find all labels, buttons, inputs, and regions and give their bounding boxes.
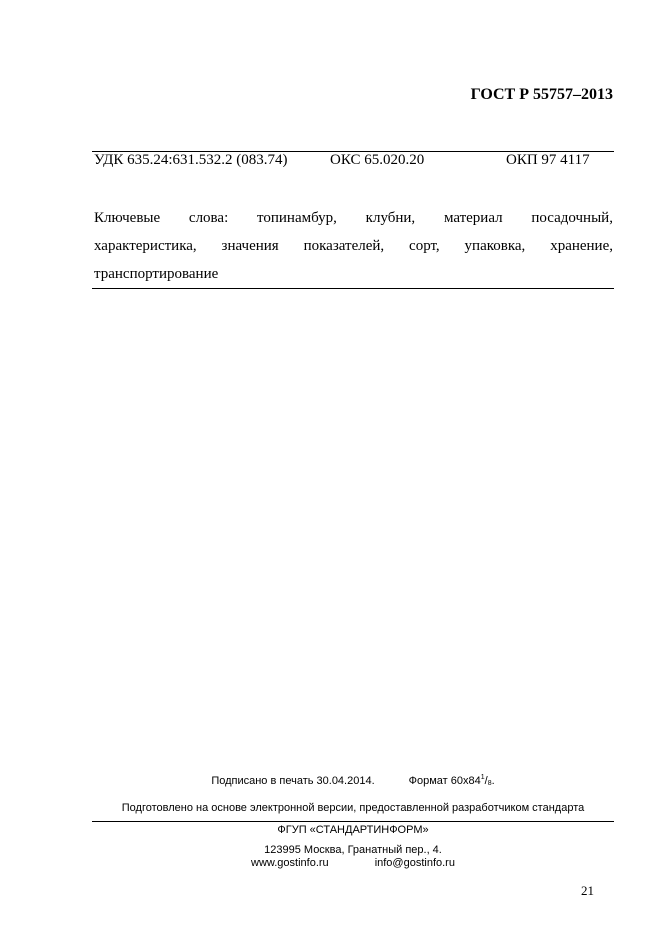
publisher-contacts (92, 857, 614, 869)
keyword-word: показателей, (303, 238, 385, 254)
keyword-word: Ключевые (94, 210, 161, 226)
keyword-word: слова: (188, 210, 229, 226)
keywords-line (94, 204, 613, 232)
divider-bottom (92, 288, 614, 289)
prepared-note: Подготовлено на основе электронной версии, предоставленной разработчиком стандарта (121, 802, 585, 814)
keyword-word: посадочный, (531, 210, 613, 226)
keyword-word: характеристика, (94, 238, 197, 254)
paper-format-numerator: 1 (480, 774, 485, 781)
page-number: 21 (581, 883, 594, 898)
keyword-word: материал (443, 210, 503, 226)
keyword-word: транспортирование (94, 266, 219, 282)
email-link[interactable]: info@gostinfo.ru (374, 857, 455, 869)
keyword-word: клубни, (365, 210, 416, 226)
keywords-line (94, 260, 613, 288)
divider-imprint (92, 821, 614, 822)
okp-code: ОКП 97 4117 (506, 152, 590, 168)
keyword-word: сорт, (409, 238, 440, 254)
keywords-paragraph (94, 204, 613, 288)
document-code: ГОСТ Р 55757–2013 (470, 86, 613, 103)
imprint-signed-line (92, 774, 614, 787)
udk-code: УДК 635.24:631.532.2 (083.74) (94, 152, 288, 168)
publisher-address: 123995 Москва, Гранатный пер., 4. (264, 844, 442, 856)
oks-code: ОКС 65.020.20 (330, 152, 425, 168)
keyword-word: значения (221, 238, 279, 254)
keyword-word: упаковка, (464, 238, 526, 254)
classification-row (94, 152, 594, 172)
website-link[interactable]: www.gostinfo.ru (251, 857, 329, 869)
publisher-name: ФГУП «СТАНДАРТИНФОРМ» (277, 824, 429, 836)
paper-format: Формат $60х84^1/_8$. (408, 774, 495, 787)
paper-format-denominator: 8 (487, 780, 492, 787)
keyword-word: хранение, (550, 238, 613, 254)
keywords-line (94, 232, 613, 260)
paper-format-suffix: . (491, 775, 495, 787)
keyword-word: топинамбур, (257, 210, 337, 226)
paper-format-label: Формат 60х84 (408, 775, 481, 787)
signed-date: Подписано в печать 30.04.2014. (211, 775, 375, 787)
